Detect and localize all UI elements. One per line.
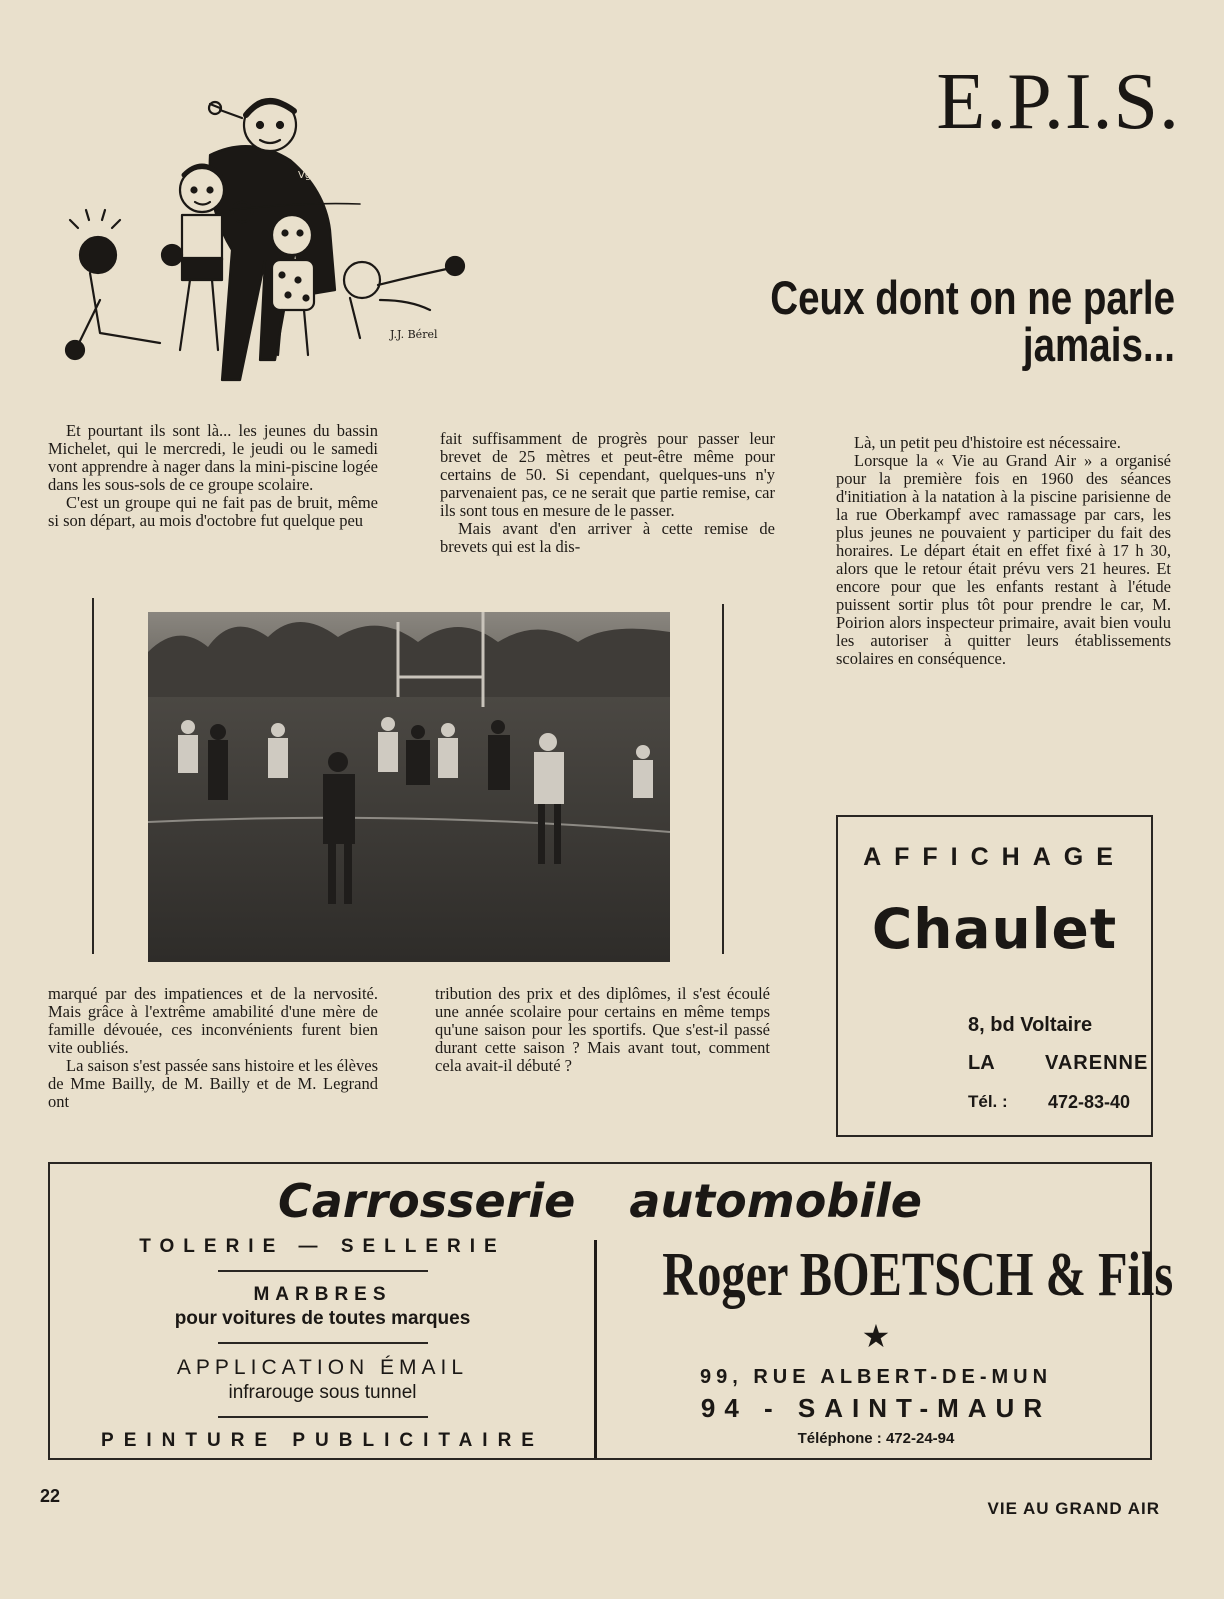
ad-services-line: infrarouge sous tunnel — [228, 1382, 417, 1403]
ad-services-line: TOLERIE — SELLERIE — [139, 1236, 506, 1257]
photo-frame-rule-right — [722, 604, 724, 954]
ad-chaulet-tel: 472-83-40 — [1048, 1092, 1131, 1112]
ad-telephone: Téléphone : 472-24-94 — [797, 1430, 955, 1447]
article-paragraph: C'est un groupe qui ne fait pas de bruit, même si son départ, au mois d'octobre fut quelque peu — [48, 493, 378, 530]
article-paragraph: Et pourtant ils sont là... les jeunes du bassin Michelet, qui le mercredi, le jeudi ou le samedi vont apprendre à nager dans la mini-piscine logée dans les sous-sols de ce groupe scolaire. — [48, 421, 378, 494]
ad-carrosserie — [48, 1162, 1174, 1460]
cartoon-illustration — [60, 70, 480, 385]
illustration-jersey-letters: Vg — [298, 170, 312, 181]
article-column-2-bottom — [435, 985, 770, 1075]
ad-chaulet-town-2: VARENNE — [1045, 1052, 1149, 1074]
article-paragraph: Là, un petit peu d'histoire est nécessaire. — [854, 433, 1121, 452]
ad-divider-rule — [218, 1342, 428, 1344]
article-column-1-bottom — [48, 985, 378, 1111]
ad-firm-name: Roger BOETSCH & Fils — [662, 1241, 1174, 1309]
ad-carrosserie-title: Carrosserie automobile — [278, 1174, 922, 1228]
article-headline: Ceux dont on ne parle jamais... — [770, 271, 1175, 371]
ad-chaulet-name: Chaulet — [871, 897, 1118, 961]
ad-services-line: pour voitures de toutes marques — [174, 1308, 471, 1329]
page-number: 22 — [40, 1486, 61, 1506]
ad-chaulet-address: 8, bd Voltaire — [968, 1014, 1093, 1036]
ad-chaulet — [836, 815, 1153, 1137]
photo-children-on-field — [148, 612, 670, 962]
ad-services-line: PEINTURE PUBLICITAIRE — [101, 1430, 544, 1451]
ad-chaulet-tel-label: Tél. : — [968, 1092, 1008, 1111]
ad-divider-rule — [218, 1416, 428, 1418]
ad-services-line: APPLICATION ÉMAIL — [176, 1356, 469, 1379]
photo-frame-rule-left — [92, 598, 94, 954]
ad-chaulet-town: LA — [968, 1052, 995, 1074]
ad-vertical-divider — [594, 1240, 597, 1458]
ad-divider-rule — [218, 1270, 428, 1272]
ad-chaulet-tag: AFFICHAGE — [863, 843, 1126, 871]
ad-city: 94 - SAINT-MAUR — [700, 1393, 1052, 1423]
illustration-signature: J.J. Bérel — [390, 328, 438, 341]
article-paragraph: fait suffisamment de progrès pour passer leur brevet de 25 mètres et peut-être même pour certains de 50. Si cependant, quelques-uns n'y parvenaient pas, ce ne serait que partie remise, car ils sont tous en mesure de le passer. — [440, 429, 775, 520]
article-paragraph: Mais avant d'en arriver à cette remise de brevets qui est la dis- — [440, 519, 775, 556]
article-paragraph: La saison s'est passée sans histoire et les élèves de Mme Bailly, de M. Bailly et de M. Legrand ont — [48, 1056, 378, 1111]
ad-street: 99, RUE ALBERT-DE-MUN — [699, 1366, 1053, 1388]
star-icon: ★ — [861, 1317, 891, 1355]
ad-services-line: MARBRES — [253, 1284, 392, 1305]
article-paragraph: Lorsque la « Vie au Grand Air » a organisé pour la première fois en 1960 des séances d'initiation à la natation à la piscine parisienne de la rue Oberkampf avec ramassage par cars, les plus jeunes ne pouvaient y participer du fait des horaires. Le départ était en effet fixé à 17 h 30, alors que le retour était prévu vers 21 heures. Et encore pour que les enfants restant à l'étude puissent sortir plus tôt pour prendre le car, M. Poirion alors inspecteur primaire, avait bien voulu les autoriser à quitter leurs établissements scolaires en conséquence. — [836, 451, 1171, 668]
ad-carrosserie-contact — [602, 1240, 1174, 1447]
section-title: E.P.I.S. — [936, 58, 1180, 146]
article-column-1-top — [48, 422, 378, 530]
article-paragraph: marqué par des impatiences et de la nervosité. Mais grâce à l'extrême amabilité d'une mère de famille dévouée, ces inconvénients furent bien vite oubliés. — [48, 984, 378, 1057]
ad-carrosserie-services — [50, 1236, 595, 1452]
magazine-name: VIE AU GRAND AIR — [987, 1499, 1160, 1518]
article-paragraph: tribution des prix et des diplômes, il s'est écoulé une année scolaire pour certains en même temps qu'une saison pour les sportifs. Que s'est-il passé durant cette saison ? Mais avant tout, comment cela avait-il débuté ? — [435, 984, 770, 1075]
article-column-2-top — [440, 430, 775, 556]
article-column-3 — [836, 434, 1171, 668]
